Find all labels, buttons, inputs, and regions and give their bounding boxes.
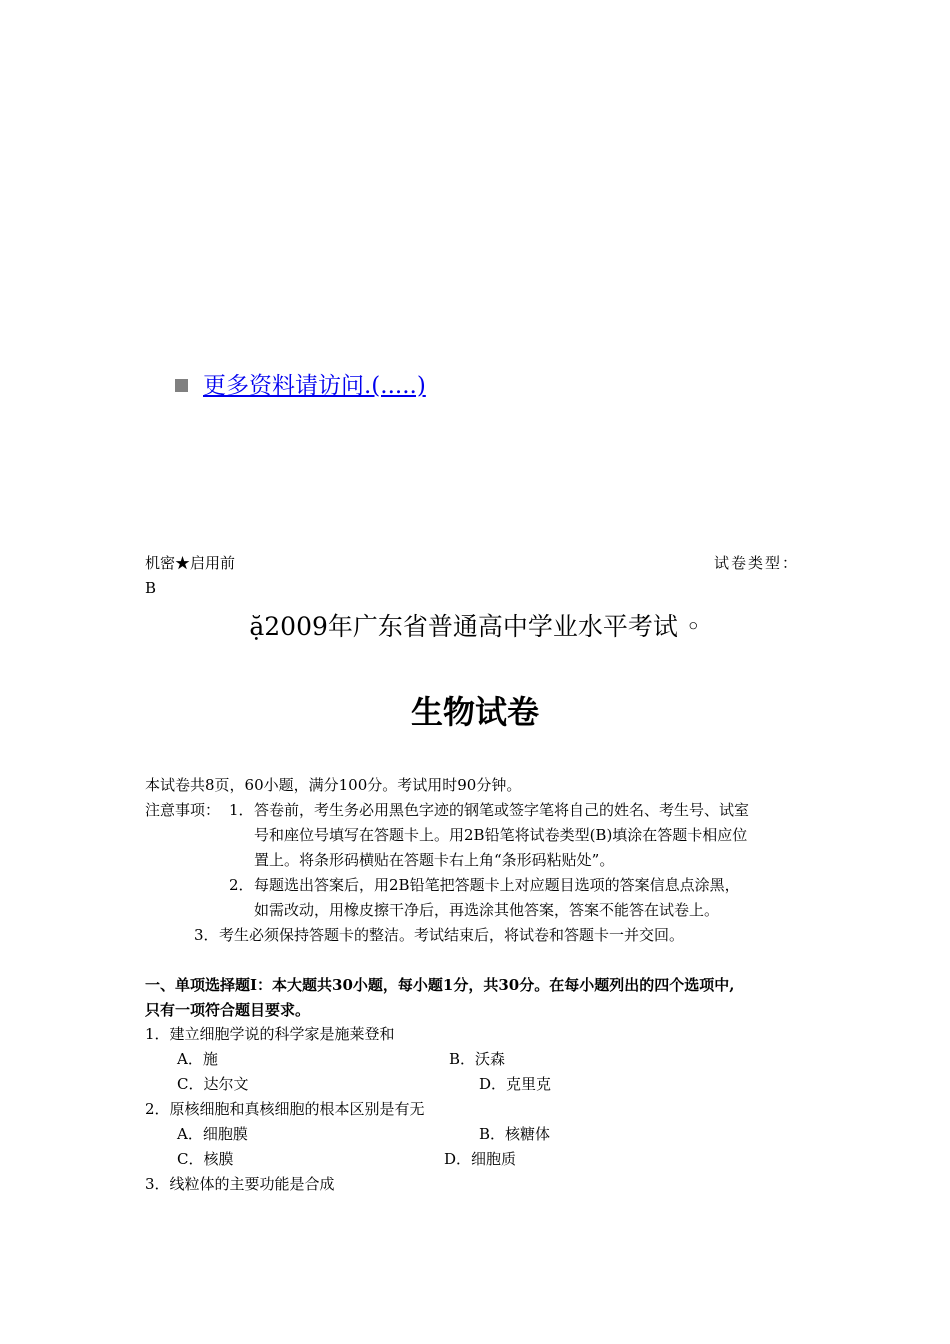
- note-3-number: 3．: [194, 926, 219, 944]
- square-bullet-icon: [175, 379, 188, 392]
- more-resources-link[interactable]: 更多资料请访问.(.....): [203, 373, 426, 399]
- question-1-stem: 1．建立细胞学说的科学家是施莱登和: [145, 1025, 395, 1043]
- note-1-line-1: 答卷前，考生务必用黑色字迹的钢笔或签字笔将自己的姓名、考生号、试室: [254, 801, 750, 819]
- question-2-stem: 2．原核细胞和真核细胞的根本区别是有无: [145, 1100, 425, 1118]
- question-2-option-d: D．细胞质: [444, 1150, 517, 1168]
- section-heading-line-1: 一、单项选择题I：本大题共30小题，每小题1分，共30分。在每小题列出的四个选项中,: [145, 976, 735, 994]
- question-2-option-c: C．核膜: [177, 1150, 234, 1168]
- note-1-line-3: 置上。将条形码横贴在答题卡右上角“条形码粘贴处”。: [254, 851, 615, 869]
- question-2-option-b: B．核糖体: [479, 1125, 551, 1143]
- question-3-stem: 3．线粒体的主要功能是合成: [145, 1175, 335, 1193]
- section-heading-line-2: 只有一项符合题目要求。: [145, 1001, 311, 1019]
- note-2-line-2: 如需改动，用橡皮擦干净后，再选涂其他答案，答案不能答在试卷上。: [254, 901, 720, 919]
- note-2-line-1: 每题选出答案后，用2B铅笔把答题卡上对应题目选项的答案信息点涂黑，: [254, 876, 740, 894]
- question-1-option-c: C．达尔文: [177, 1075, 249, 1093]
- question-1-option-d: D．克里克: [479, 1075, 552, 1093]
- question-2-option-a: A．细胞膜: [177, 1125, 248, 1143]
- note-2-number: 2．: [229, 876, 254, 894]
- intro-text: 本试卷共8页，60小题，满分100分。考试用时90分钟。: [145, 776, 522, 794]
- note-1-number: 1．: [229, 801, 254, 819]
- question-1-option-b: B．沃森: [449, 1050, 506, 1068]
- note-3-line-1: 考生必须保持答题卡的整洁。考试结束后，将试卷和答题卡一并交回。: [219, 926, 685, 944]
- confidential-label: 机密★启用前: [145, 554, 236, 572]
- paper-type-value: B: [145, 579, 157, 597]
- notes-label: 注意事项：: [145, 801, 221, 819]
- subject-title: 生物试卷: [410, 693, 539, 731]
- note-1-line-2: 号和座位号填写在答题卡上。用2B铅笔将试卷类型(B)填涂在答题卡相应位: [254, 826, 748, 844]
- question-1-option-a: A．施: [177, 1050, 218, 1068]
- paper-type-label: 试卷类型：: [714, 554, 800, 572]
- exam-title: ặ2009年广东省普通高中学业水平考试 ◦: [249, 612, 701, 641]
